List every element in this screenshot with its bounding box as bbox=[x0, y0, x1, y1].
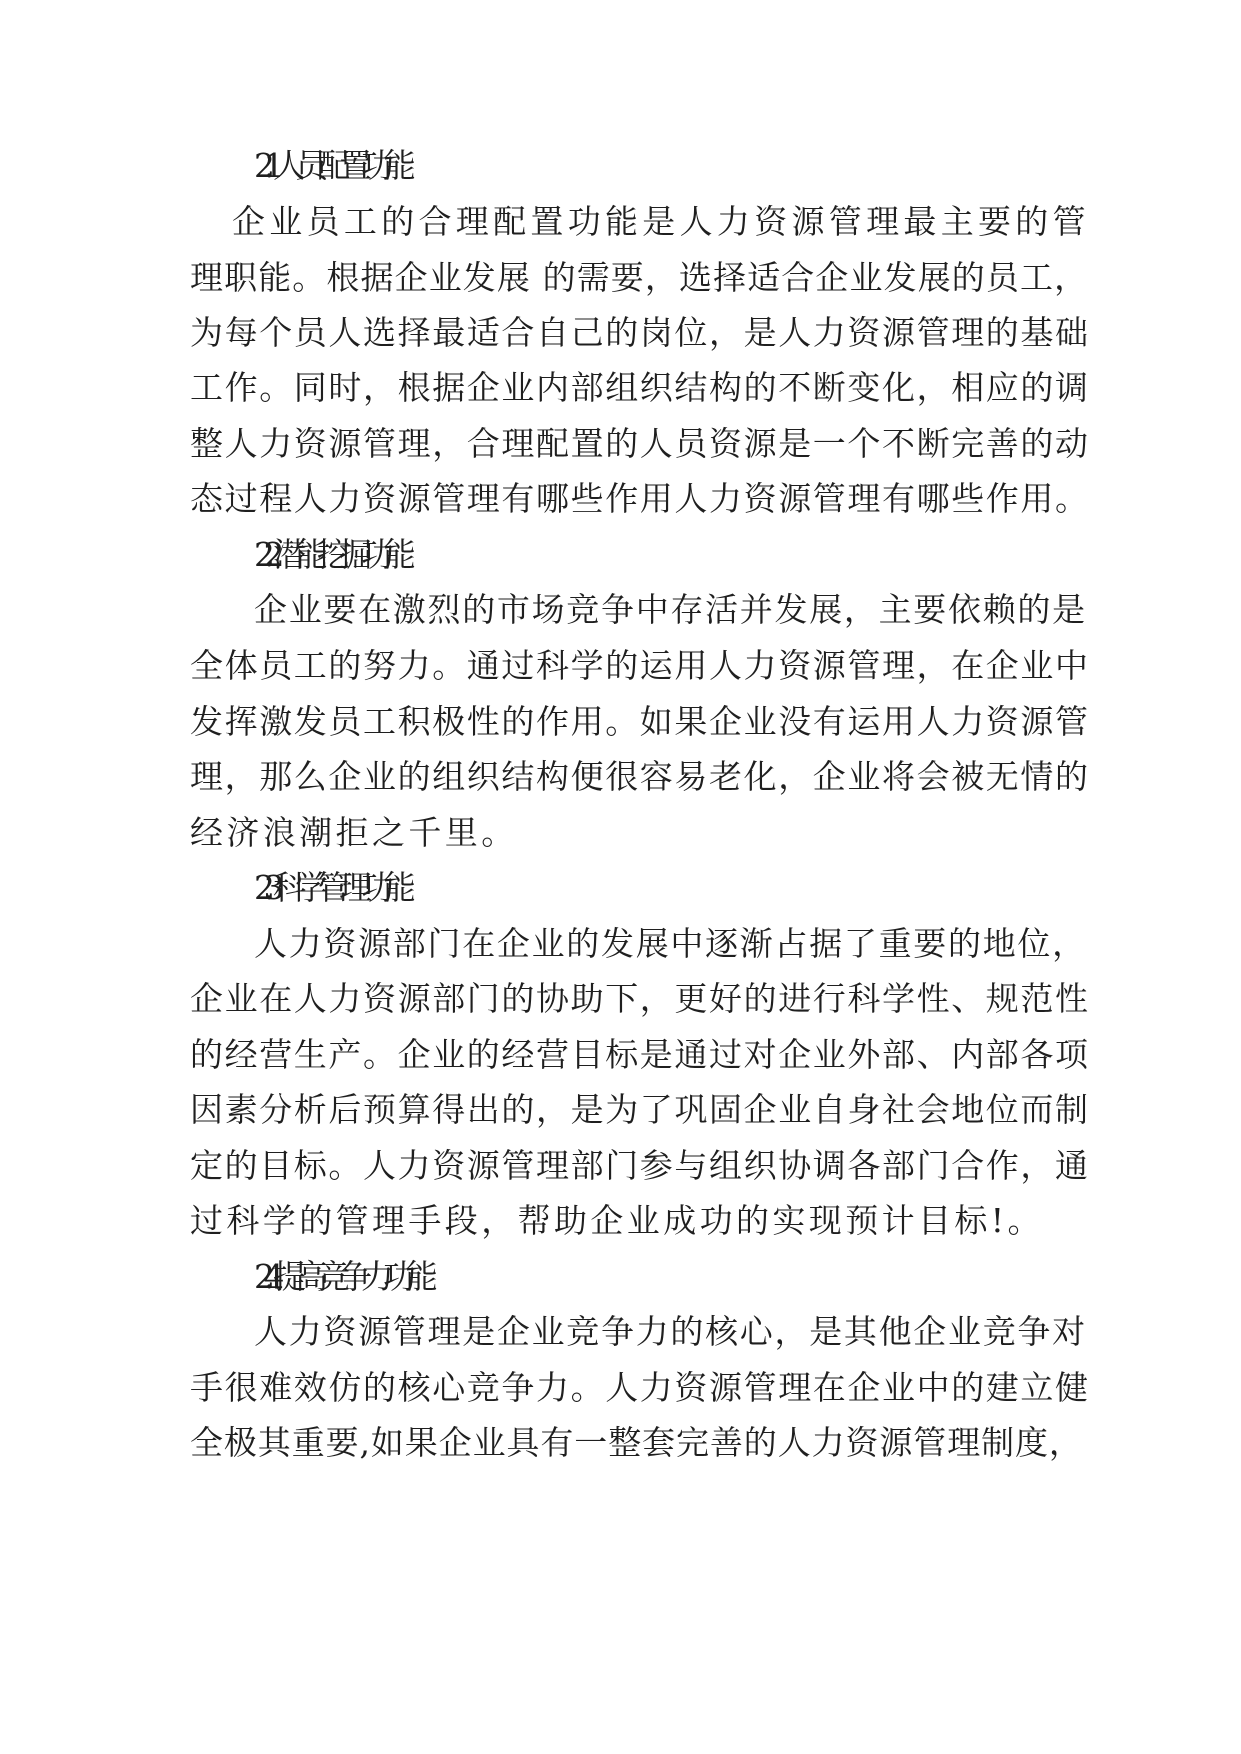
paragraph-line: 全极其重要,如果企业具有一整套完善的人力资源管理制度， bbox=[190, 1423, 1083, 1462]
section-heading-2-3: 2.3 科学管理功能 bbox=[254, 868, 405, 907]
paragraph-line: 企业员工的合理配置功能是人力资源管理最主要的管 bbox=[232, 202, 1090, 241]
section-heading-2-2: 2.2 潜能挖掘功能 bbox=[254, 535, 405, 574]
section-heading-2-4: 2.4 提高竞争力功能 bbox=[254, 1257, 427, 1296]
paragraph-line: 人力资源管理是企业竞争力的核心，是其他企业竞争对 bbox=[254, 1312, 1087, 1351]
paragraph-line: 经济浪潮拒之千里。 bbox=[190, 813, 518, 852]
paragraph-line: 企业要在激烈的市场竞争中存活并发展，主要依赖的是 bbox=[254, 590, 1087, 629]
paragraph-line: 过科学的管理手段，帮助企业成功的实现预计目标!。 bbox=[190, 1201, 1044, 1240]
paragraph-line: 理职能。根据企业发展 的需要，选择适合企业发展的员工， bbox=[190, 258, 1089, 297]
paragraph-line: 人力资源部门在企业的发展中逐渐占据了重要的地位， bbox=[254, 924, 1087, 963]
paragraph-line: 定的目标。人力资源管理部门参与组织协调各部门合作，通 bbox=[190, 1146, 1090, 1185]
section-heading-2-1: 2.1 人员配置功能 bbox=[254, 146, 405, 185]
paragraph-line: 态过程人力资源管理有哪些作用人力资源管理有哪些作用。 bbox=[190, 479, 1090, 518]
paragraph-line: 因素分析后预算得出的，是为了巩固企业自身社会地位而制 bbox=[190, 1090, 1090, 1129]
paragraph-line: 理，那么企业的组织结构便很容易老化，企业将会被无情的 bbox=[190, 757, 1090, 796]
paragraph-line: 企业在人力资源部门的协助下，更好的进行科学性、规范性 bbox=[190, 979, 1090, 1018]
paragraph-line: 的经营生产。企业的经营目标是通过对企业外部、内部各项 bbox=[190, 1035, 1090, 1074]
paragraph-line: 发挥激发员工积极性的作用。如果企业没有运用人力资源管 bbox=[190, 702, 1090, 741]
paragraph-line: 为每个员人选择最适合自己的岗位，是人力资源管理的基础 bbox=[190, 313, 1090, 352]
paragraph-line: 整人力资源管理，合理配置的人员资源是一个不断完善的动 bbox=[190, 424, 1090, 463]
paragraph-line: 全体员工的努力。通过科学的运用人力资源管理，在企业中 bbox=[190, 646, 1090, 685]
paragraph-line: 工作。同时，根据企业内部组织结构的不断变化，相应的调 bbox=[190, 368, 1090, 407]
paragraph-line: 手很难效仿的核心竞争力。人力资源管理在企业中的建立健 bbox=[190, 1368, 1090, 1407]
